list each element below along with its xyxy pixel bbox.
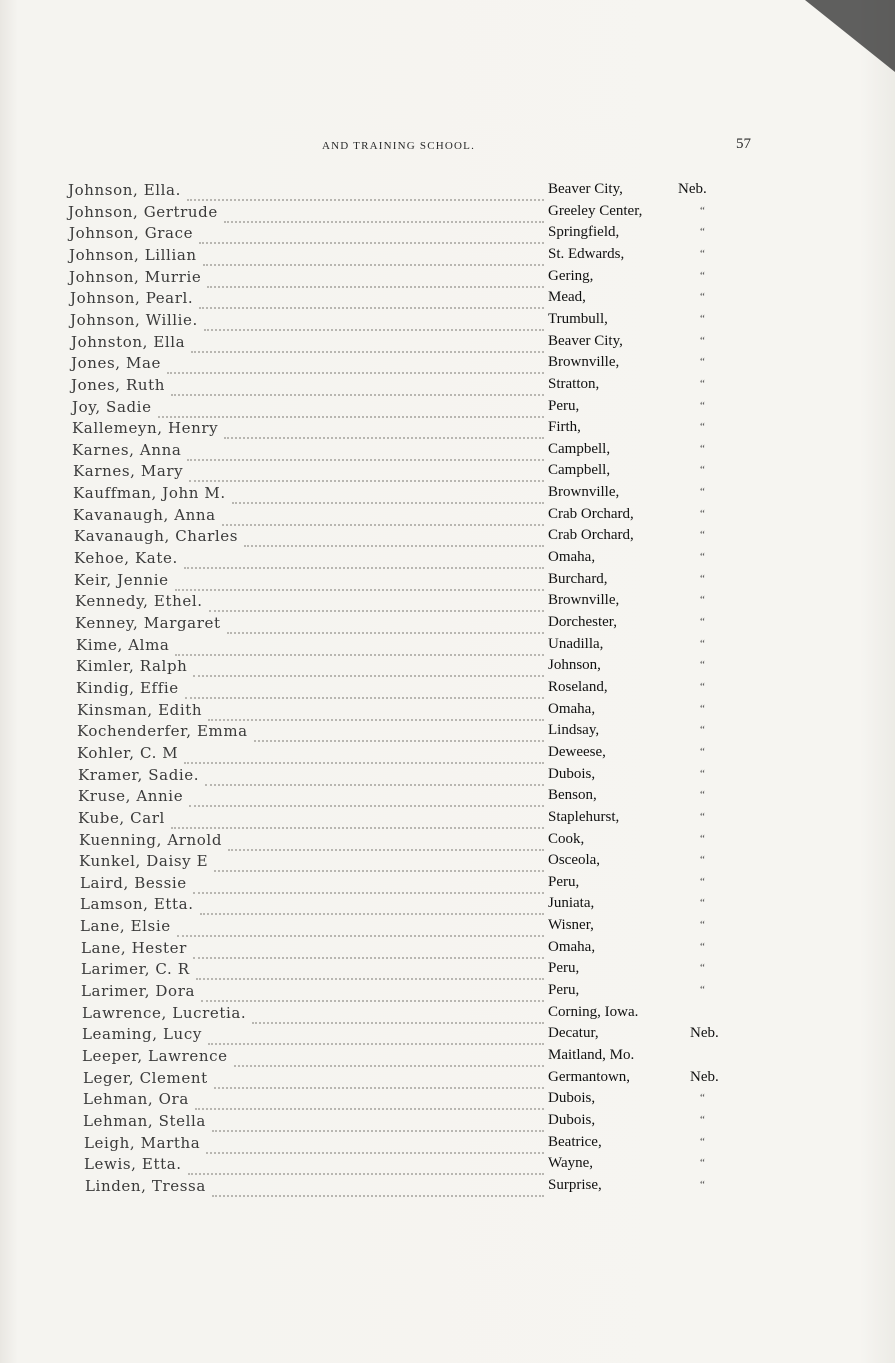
roster-row bbox=[0, 1134, 895, 1156]
hometown: Peru, bbox=[548, 397, 580, 414]
hometown: Juniata, bbox=[548, 895, 595, 912]
hometown: Corning, Iowa. bbox=[548, 1003, 639, 1020]
student-name: Kube, Carl bbox=[78, 808, 165, 827]
ditto-mark: “ bbox=[700, 940, 705, 953]
student-name: Lane, Hester bbox=[81, 938, 187, 957]
dot-leader bbox=[184, 754, 544, 764]
dot-leader bbox=[193, 884, 544, 894]
student-name: Kime, Alma bbox=[76, 635, 170, 654]
hometown: Dubois, bbox=[548, 765, 596, 782]
ditto-mark: “ bbox=[700, 767, 705, 780]
ditto-mark: “ bbox=[700, 421, 705, 434]
dot-leader bbox=[209, 602, 544, 612]
ditto-mark: “ bbox=[700, 724, 705, 737]
roster-row bbox=[0, 831, 895, 853]
student-name: Lehman, Ora bbox=[83, 1090, 189, 1109]
dot-leader bbox=[214, 862, 544, 872]
hometown: Omaha, bbox=[548, 549, 596, 566]
hometown: Roseland, bbox=[548, 678, 608, 695]
dot-leader bbox=[203, 256, 544, 266]
dot-leader bbox=[207, 278, 544, 288]
hometown: Mead, bbox=[548, 289, 586, 306]
roster-row bbox=[0, 614, 895, 636]
student-name: Leaming, Lucy bbox=[82, 1025, 202, 1044]
hometown: Stratton, bbox=[548, 375, 600, 392]
student-name: Leigh, Martha bbox=[84, 1133, 201, 1152]
student-name: Kochenderfer, Emma bbox=[77, 722, 248, 741]
roster-row bbox=[0, 701, 895, 723]
hometown: Lindsay, bbox=[548, 722, 600, 739]
roster-row bbox=[0, 1112, 895, 1134]
hometown: Brownville, bbox=[548, 592, 620, 609]
dot-leader bbox=[158, 408, 544, 418]
hometown: Decatur, bbox=[548, 1025, 599, 1042]
ditto-mark: “ bbox=[700, 312, 705, 325]
student-name: Larimer, Dora bbox=[81, 982, 196, 1001]
state-abbrev: Neb. bbox=[690, 1068, 719, 1085]
roster-row bbox=[0, 874, 895, 896]
hometown: Campbell, bbox=[548, 440, 611, 457]
roster-row bbox=[0, 657, 895, 679]
roster-row bbox=[0, 246, 895, 268]
student-name: Kohler, C. M bbox=[77, 743, 179, 762]
student-name: Kramer, Sadie. bbox=[78, 765, 200, 784]
ditto-mark: “ bbox=[700, 334, 705, 347]
student-name: Laird, Bessie bbox=[80, 873, 187, 892]
dot-leader bbox=[184, 559, 544, 569]
student-name: Leeper, Lawrence bbox=[82, 1047, 228, 1065]
dot-leader bbox=[175, 581, 544, 591]
hometown: Brownville, bbox=[548, 354, 620, 371]
roster-row bbox=[0, 917, 895, 939]
student-name: Jones, Ruth bbox=[71, 375, 166, 394]
dot-leader bbox=[187, 191, 544, 201]
hometown: Surprise, bbox=[548, 1176, 602, 1193]
dot-leader bbox=[214, 1079, 544, 1089]
ditto-mark: “ bbox=[700, 702, 705, 715]
student-name: Johnson, Willie. bbox=[70, 310, 198, 329]
dot-leader bbox=[195, 1100, 544, 1110]
ditto-mark: “ bbox=[700, 507, 705, 520]
student-name: Kallemeyn, Henry bbox=[72, 419, 219, 438]
roster-row bbox=[0, 441, 895, 463]
dot-leader bbox=[228, 841, 544, 851]
ditto-mark: “ bbox=[700, 1113, 705, 1126]
roster-row bbox=[0, 462, 895, 484]
ditto-mark: “ bbox=[700, 919, 705, 932]
student-name: Kauffman, John M. bbox=[73, 484, 226, 503]
student-name: Johnson, Grace bbox=[69, 224, 194, 243]
dot-leader bbox=[171, 386, 544, 396]
ditto-mark: “ bbox=[700, 572, 705, 585]
hometown: Unadilla, bbox=[548, 635, 604, 652]
student-name: Linden, Tressa bbox=[85, 1176, 206, 1195]
hometown: Greeley Center, bbox=[548, 202, 643, 219]
ditto-mark: “ bbox=[700, 356, 705, 369]
dot-leader bbox=[244, 537, 544, 547]
dot-leader bbox=[189, 797, 544, 807]
roster-row bbox=[0, 1177, 895, 1199]
ditto-mark: “ bbox=[700, 594, 705, 607]
hometown: Cook, bbox=[548, 830, 585, 847]
hometown: Trumbull, bbox=[548, 310, 608, 327]
ditto-mark: “ bbox=[700, 745, 705, 758]
hometown: Crab Orchard, bbox=[548, 505, 634, 522]
dot-leader bbox=[224, 213, 544, 223]
roster-row bbox=[0, 376, 895, 398]
dot-leader bbox=[199, 234, 544, 244]
ditto-mark: “ bbox=[700, 269, 705, 282]
dot-leader bbox=[208, 711, 544, 721]
state-abbrev: Neb. bbox=[690, 1025, 719, 1042]
roster-row bbox=[0, 895, 895, 917]
roster-row bbox=[0, 333, 895, 355]
dot-leader bbox=[205, 776, 544, 786]
dot-leader bbox=[234, 1057, 544, 1067]
roster-row bbox=[0, 203, 895, 225]
student-name: Larimer, C. R bbox=[81, 960, 190, 979]
roster-row bbox=[0, 982, 895, 1004]
roster-row bbox=[0, 506, 895, 528]
hometown: Dorchester, bbox=[548, 614, 617, 630]
ditto-mark: “ bbox=[700, 226, 705, 239]
running-head: AND TRAINING SCHOOL. bbox=[322, 140, 476, 152]
dot-leader bbox=[208, 1035, 544, 1045]
hometown: Germantown, bbox=[548, 1068, 631, 1085]
hometown: Peru, bbox=[548, 982, 580, 999]
ditto-mark: “ bbox=[700, 1178, 705, 1191]
student-name: Lehman, Stella bbox=[83, 1111, 206, 1130]
student-name: Joy, Sadie bbox=[72, 397, 152, 416]
ditto-mark: “ bbox=[700, 551, 705, 564]
ditto-mark: “ bbox=[700, 680, 705, 693]
student-name: Lane, Elsie bbox=[80, 917, 171, 936]
student-name: Kimler, Ralph bbox=[76, 657, 188, 676]
dot-leader bbox=[185, 689, 544, 699]
page-corner-shadow bbox=[805, 0, 895, 72]
roster-row bbox=[0, 181, 895, 203]
roster-row bbox=[0, 636, 895, 658]
ditto-mark: “ bbox=[700, 897, 705, 910]
dot-leader bbox=[175, 646, 544, 656]
student-name: Kinsman, Edith bbox=[77, 700, 203, 719]
roster-row bbox=[0, 289, 895, 311]
student-name: Kenney, Margaret bbox=[75, 614, 221, 632]
hometown: Dubois, bbox=[548, 1090, 596, 1107]
dot-leader bbox=[252, 1014, 544, 1024]
dot-leader bbox=[167, 364, 544, 374]
hometown: Beaver City, bbox=[548, 332, 623, 349]
student-name: Lamson, Etta. bbox=[80, 895, 194, 914]
dot-leader bbox=[206, 1144, 544, 1154]
hometown: Johnson, bbox=[548, 657, 601, 674]
dot-leader bbox=[254, 732, 544, 742]
roster-row bbox=[0, 1004, 895, 1026]
student-name: Kennedy, Ethel. bbox=[75, 592, 203, 611]
ditto-mark: “ bbox=[700, 1135, 705, 1148]
hometown: Maitland, Mo. bbox=[548, 1047, 635, 1063]
dot-leader bbox=[200, 905, 544, 915]
roster-row bbox=[0, 1025, 895, 1047]
dot-leader bbox=[193, 667, 544, 677]
hometown: Omaha, bbox=[548, 700, 596, 717]
ditto-mark: “ bbox=[700, 962, 705, 975]
roster-row bbox=[0, 354, 895, 376]
roster-row bbox=[0, 809, 895, 831]
hometown: Beatrice, bbox=[548, 1133, 602, 1150]
student-name: Kuenning, Arnold bbox=[79, 830, 223, 849]
student-name: Lawrence, Lucretia. bbox=[82, 1003, 247, 1022]
student-name: Johnson, Ella. bbox=[68, 181, 181, 199]
dot-leader bbox=[232, 494, 544, 504]
ditto-mark: “ bbox=[700, 204, 705, 217]
hometown: Springfield, bbox=[548, 224, 620, 241]
roster-row bbox=[0, 268, 895, 290]
hometown: Brownville, bbox=[548, 484, 620, 501]
student-name: Lewis, Etta. bbox=[84, 1155, 182, 1174]
ditto-mark: “ bbox=[700, 529, 705, 542]
roster-row bbox=[0, 484, 895, 506]
roster-row bbox=[0, 549, 895, 571]
hometown: Staplehurst, bbox=[548, 808, 620, 825]
hometown: Peru, bbox=[548, 873, 580, 890]
roster-row bbox=[0, 527, 895, 549]
dot-leader bbox=[189, 472, 544, 482]
dot-leader bbox=[224, 429, 544, 439]
roster-row bbox=[0, 722, 895, 744]
ditto-mark: “ bbox=[700, 810, 705, 823]
student-name: Kavanaugh, Anna bbox=[73, 505, 216, 524]
student-name: Jones, Mae bbox=[71, 354, 161, 373]
ditto-mark: “ bbox=[700, 247, 705, 260]
roster-row bbox=[0, 592, 895, 614]
ditto-mark: “ bbox=[700, 854, 705, 867]
ditto-mark: “ bbox=[700, 659, 705, 672]
hometown: Wisner, bbox=[548, 917, 594, 934]
roster-row bbox=[0, 398, 895, 420]
hometown: Omaha, bbox=[548, 938, 596, 955]
hometown: Campbell, bbox=[548, 462, 611, 479]
dot-leader bbox=[222, 516, 544, 526]
hometown: Burchard, bbox=[548, 570, 608, 587]
hometown: Crab Orchard, bbox=[548, 527, 634, 544]
dot-leader bbox=[188, 1165, 544, 1175]
ditto-mark: “ bbox=[700, 442, 705, 455]
roster-row bbox=[0, 1069, 895, 1091]
student-name: Kindig, Effie bbox=[76, 678, 179, 697]
student-name: Karnes, Anna bbox=[72, 440, 182, 459]
dot-leader bbox=[201, 992, 544, 1002]
roster-row bbox=[0, 960, 895, 982]
dot-leader bbox=[199, 299, 544, 309]
dot-leader bbox=[187, 451, 544, 461]
roster-row bbox=[0, 571, 895, 593]
ditto-mark: “ bbox=[700, 789, 705, 802]
dot-leader bbox=[171, 819, 544, 829]
student-name: Johnston, Ella bbox=[71, 332, 186, 351]
roster-row bbox=[0, 1047, 895, 1069]
hometown: Deweese, bbox=[548, 743, 606, 760]
student-name: Kruse, Annie bbox=[78, 787, 184, 806]
state-abbrev: Neb. bbox=[678, 181, 707, 197]
roster-row bbox=[0, 419, 895, 441]
roster-row bbox=[0, 224, 895, 246]
roster-row bbox=[0, 1090, 895, 1112]
dot-leader bbox=[212, 1187, 544, 1197]
dot-leader bbox=[196, 970, 544, 980]
student-name: Keir, Jennie bbox=[74, 570, 169, 589]
student-name: Karnes, Mary bbox=[73, 462, 184, 481]
dot-leader bbox=[177, 927, 544, 937]
student-name: Johnson, Pearl. bbox=[70, 289, 194, 308]
student-name: Johnson, Gertrude bbox=[68, 202, 218, 221]
roster-row bbox=[0, 787, 895, 809]
ditto-mark: “ bbox=[700, 464, 705, 477]
ditto-mark: “ bbox=[700, 291, 705, 304]
roster-row bbox=[0, 744, 895, 766]
ditto-mark: “ bbox=[700, 616, 705, 628]
dot-leader bbox=[227, 624, 544, 634]
hometown: Benson, bbox=[548, 787, 597, 804]
hometown: Firth, bbox=[548, 419, 581, 436]
ditto-mark: “ bbox=[700, 377, 705, 390]
dot-leader bbox=[191, 343, 544, 353]
ditto-mark: “ bbox=[700, 875, 705, 888]
ditto-mark: “ bbox=[700, 486, 705, 499]
student-name: Kunkel, Daisy E bbox=[79, 852, 209, 871]
hometown: Peru, bbox=[548, 960, 580, 977]
hometown: Beaver City, bbox=[548, 181, 623, 197]
student-name: Kehoe, Kate. bbox=[74, 549, 178, 568]
ditto-mark: “ bbox=[700, 637, 705, 650]
roster-row bbox=[0, 766, 895, 788]
student-name: Leger, Clement bbox=[83, 1068, 208, 1087]
hometown: Dubois, bbox=[548, 1111, 596, 1128]
hometown: Gering, bbox=[548, 267, 594, 284]
page-number: 57 bbox=[736, 136, 751, 152]
roster-row bbox=[0, 311, 895, 333]
student-name: Kavanaugh, Charles bbox=[74, 527, 239, 546]
dot-leader bbox=[193, 949, 544, 959]
roster-row bbox=[0, 1155, 895, 1177]
hometown: Wayne, bbox=[548, 1155, 594, 1172]
ditto-mark: “ bbox=[700, 832, 705, 845]
ditto-mark: “ bbox=[700, 399, 705, 412]
hometown: St. Edwards, bbox=[548, 245, 625, 262]
hometown: Osceola, bbox=[548, 852, 601, 869]
ditto-mark: “ bbox=[700, 1092, 705, 1105]
student-name: Johnson, Murrie bbox=[69, 267, 202, 286]
roster-row bbox=[0, 939, 895, 961]
ditto-mark: “ bbox=[700, 984, 705, 997]
roster-row bbox=[0, 679, 895, 701]
student-name: Johnson, Lillian bbox=[69, 245, 197, 264]
ditto-mark: “ bbox=[700, 1157, 705, 1170]
dot-leader bbox=[212, 1122, 544, 1132]
roster-row bbox=[0, 852, 895, 874]
dot-leader bbox=[204, 321, 544, 331]
